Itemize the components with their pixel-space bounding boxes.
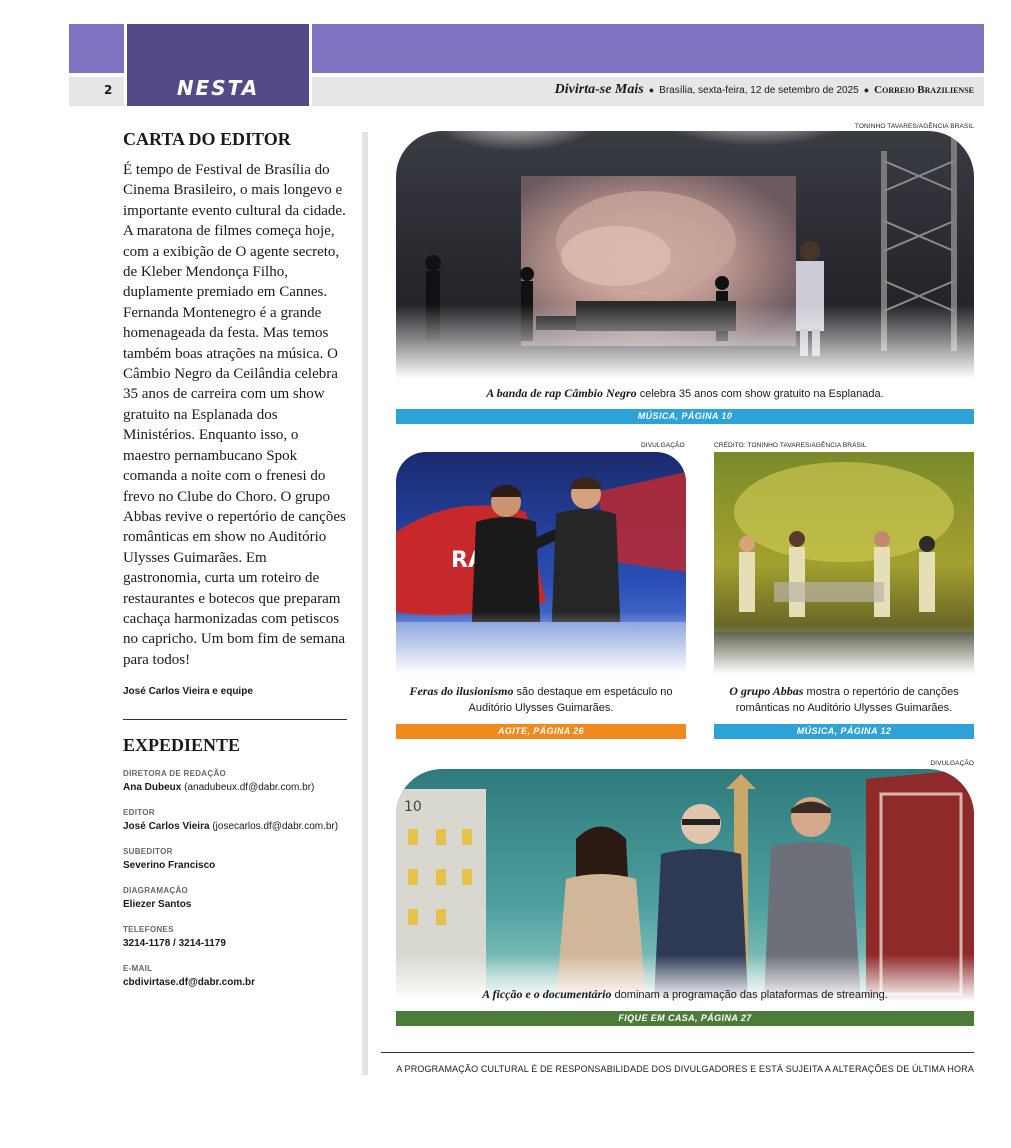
expediente-value: 3214-1178 / 3214-1179 (123, 938, 226, 950)
section-tag[interactable]: FIQUE EM CASA, PÁGINA 27 (396, 1011, 974, 1026)
expediente-label: E-MAIL (123, 964, 153, 974)
section-tag[interactable]: MÚSICA, PÁGINA 10 (396, 409, 974, 424)
editor-signature: José Carlos Vieira e equipe (123, 686, 253, 698)
section-title: NESTA EDIÇÃO (169, 76, 267, 130)
editor-letter-body: É tempo de Festival de Brasília do Cinema Brasileiro, o mais longevo e importante evento cultural da cidade. A maratona de filmes começa hoje, com a exibição de O agente secreto, de Kleber Mendonça Filho, duplamente premiado em Cannes. Fernanda Montenegro é a grande homenageada da festa. Mas temos também boas atrações na música. O Câmbio Negro da Ceilândia celebra 35 anos de carreira com um show gratuito na Esplanada dos Ministérios. Enquanto isso, o maestro pernambucano Spok comanda a noite com o frenesi do frevo no Clube do Choro. O grupo Abbas revive o repertório de canções românticas em show no Auditório Ulysses Guimarães. Em gastronomia, curta um roteiro de restaurantes e botecos que preparam cachaça harmonizadas com petiscos no capricho. Um bom fim de semana para todos! (123, 162, 346, 668)
concert-photo (396, 131, 974, 379)
caption-text: mostra o repertório de canções românticas no Auditório Ulysses Guimarães. (735, 686, 959, 714)
expediente-value: Severino Francisco (123, 860, 216, 872)
divider (381, 1052, 974, 1053)
date-line: Brasília, sexta-feira, 12 de setembro de 2025 (659, 84, 859, 96)
expediente-label: TELEFONES (123, 925, 174, 935)
page-number: 2 (104, 83, 113, 97)
caption-lead: Feras do ilusionismo (409, 684, 514, 698)
expediente-title: EXPEDIENTE (123, 735, 241, 756)
expediente-value (123, 819, 347, 834)
caption-text: dominam a programação das plataformas de streaming. (611, 989, 888, 1001)
bullet-icon: ● (648, 85, 655, 95)
staff-name: José Carlos Vieira (123, 821, 210, 833)
left-column (123, 128, 347, 1002)
caption-text: celebra 35 anos com show gratuito na Esplanada. (636, 388, 884, 400)
streaming-photo (396, 769, 974, 1001)
photo-credit: DIVULGAÇÃO (930, 760, 974, 767)
expediente-label: SUBEDITOR (123, 847, 173, 857)
abbas-photo (714, 452, 974, 674)
newspaper-name: Correio Braziliense (874, 84, 974, 96)
editor-letter-title: CARTA DO EDITOR (123, 129, 291, 149)
expediente-list (123, 768, 347, 990)
expediente-item (123, 846, 347, 873)
expediente-value (123, 780, 347, 795)
staff-email[interactable]: (josecarlos.df@dabr.com.br) (212, 821, 339, 833)
bullet-icon: ● (863, 85, 870, 95)
expediente-label: DIRETORA DE REDAÇÃO (123, 769, 227, 779)
divider (123, 719, 347, 720)
expediente-value: Eliezer Santos (123, 899, 192, 911)
header-band-left (69, 24, 124, 73)
staff-email[interactable]: (anadubeux.df@dabr.com.br) (184, 782, 315, 794)
supplement-name: Divirta-se Mais (554, 82, 644, 97)
section-header-box (127, 24, 309, 130)
staff-name: Ana Dubeux (123, 782, 182, 794)
section-tag[interactable]: AGITE, PÁGINA 26 (396, 724, 686, 739)
story-caption (714, 683, 974, 716)
caption-lead: O grupo Abbas (729, 684, 804, 698)
expediente-label: EDITOR (123, 808, 155, 818)
header-band-right (312, 24, 984, 73)
expediente-item (123, 885, 347, 912)
expediente-label: DIAGRAMAÇÃO (123, 886, 189, 896)
footer-note: A PROGRAMAÇÃO CULTURAL É DE RESPONSABILIDADE DOS DIVULGADORES E ESTÁ SUJEITA A ALTERAÇÕES DE ÚLTIMA HORA (396, 1064, 974, 1074)
expediente-email[interactable]: cbdivirtase.df@dabr.com.br (123, 977, 256, 989)
column-divider-bar (362, 132, 368, 1075)
story-caption (396, 683, 686, 716)
section-tag[interactable]: MÚSICA, PÁGINA 12 (714, 724, 974, 739)
illusionists-photo (396, 452, 686, 674)
expediente-item (123, 768, 347, 795)
caption-lead: A ficção e o documentário (482, 987, 612, 1001)
story-caption (396, 386, 974, 402)
photo-credit: CRÉDITO: TONINHO TAVARES/AGÊNCIA BRASIL (714, 442, 867, 449)
expediente-item (123, 924, 347, 951)
caption-text: são destaque em espetáculo no Auditório Ulysses Guimarães. (468, 686, 673, 714)
header-meta (555, 82, 974, 98)
story-caption (396, 987, 974, 1003)
photo-credit: DIVULGAÇÃO (641, 442, 685, 449)
caption-lead: A banda de rap Câmbio Negro (486, 386, 637, 400)
header-strip-left (69, 77, 124, 106)
expediente-item (123, 963, 347, 990)
expediente-item (123, 807, 347, 834)
photo-credit: TONINHO TAVARES/AGÊNCIA BRASIL (854, 123, 974, 130)
